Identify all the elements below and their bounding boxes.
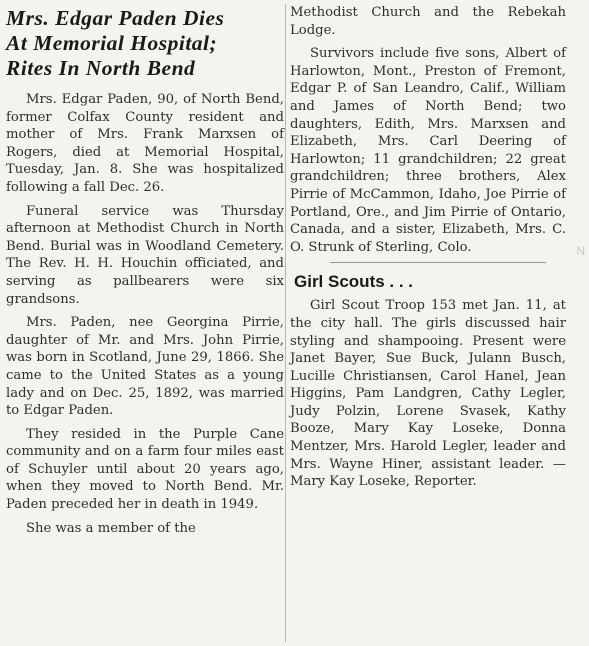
paragraph-continuation: Methodist Church and the Rebekah Lodge. <box>290 5 566 38</box>
paragraph-girl-scouts: Girl Scout Troop 153 met Jan. 11, at the city hall. The girls discussed hair styling and shampooing. Present were Janet Bayer, Sue Buck, Julann Busch, Lucille Christiansen, Carol Hanel, Jean Higgins, Pam Landgren, Cathy Legler, Judy Polzin, Lorene Svasek, Kathy Booze, Mary Kay Loseke, Donna Mentzer, Mrs. Harold Legler, leader and Mrs. Wayne Hiner, assistant leader. — Mary Kay Loseke, Reporter. <box>290 298 566 490</box>
section-divider <box>330 262 546 263</box>
headline <box>6 6 284 81</box>
headline-line-1: Mrs. Edgar Paden Dies <box>6 6 225 30</box>
paragraph-death-notice: Mrs. Edgar Paden, 90, of North Bend, former Colfax County resident and mother of Mrs. Frank Marxsen of Rogers, died at Memorial Hospital, Tuesday, Jan. 8. She was hospitalized following a fall Dec. 26. <box>6 92 284 195</box>
paragraph-funeral: Funeral service was Thursday afternoon at Methodist Church in North Bend. Burial was in Woodland Cemetery. The Rev. H. H. Houchin officiated, and serving as pallbearers were six grandsons. <box>6 203 284 307</box>
right-column <box>290 0 566 646</box>
paragraph-biography: Mrs. Paden, nee Georgina Pirrie, daughter of Mr. and Mrs. John Pirrie, was born in Scotland, June 29, 1866. She came to the United States as a young lady and on Dec. 25, 1892, was married to Edgar Paden. <box>6 315 284 419</box>
headline-line-3: Rites In North Bend <box>6 56 196 80</box>
headline-line-2: At Memorial Hospital; <box>6 31 218 55</box>
edge-mark: N <box>576 244 585 258</box>
paragraph-survivors: Survivors include five sons, Albert of Harlowton, Mont., Preston of Fremont, Edgar P. of San Leandro, Calif., William and James of North Bend; two daughters, Edith, Mrs. Marxsen and Elizabeth, Mrs. Carl Deering of Harlowton; 11 grandchildren; 22 great grandchildren; three brothers, Alex Pirrie of McCammon, Idaho, Joe Pirrie of Portland, Ore., and Jim Pirrie of Ontario, Canada, and a sister, Elizabeth, Mrs. C. O. Strunk of Sterling, Colo. <box>290 46 566 255</box>
paragraph-membership: She was a member of the <box>26 520 196 536</box>
paragraph-residence: They resided in the Purple Cane community and on a farm four miles east of Schuyler until about 20 years ago, when they moved to North Bend. Mr. Paden preceded her in death in 1949. <box>6 426 284 513</box>
left-column <box>6 0 284 646</box>
column-divider <box>285 4 286 642</box>
girl-scouts-headline: Girl Scouts . . . <box>294 272 414 292</box>
